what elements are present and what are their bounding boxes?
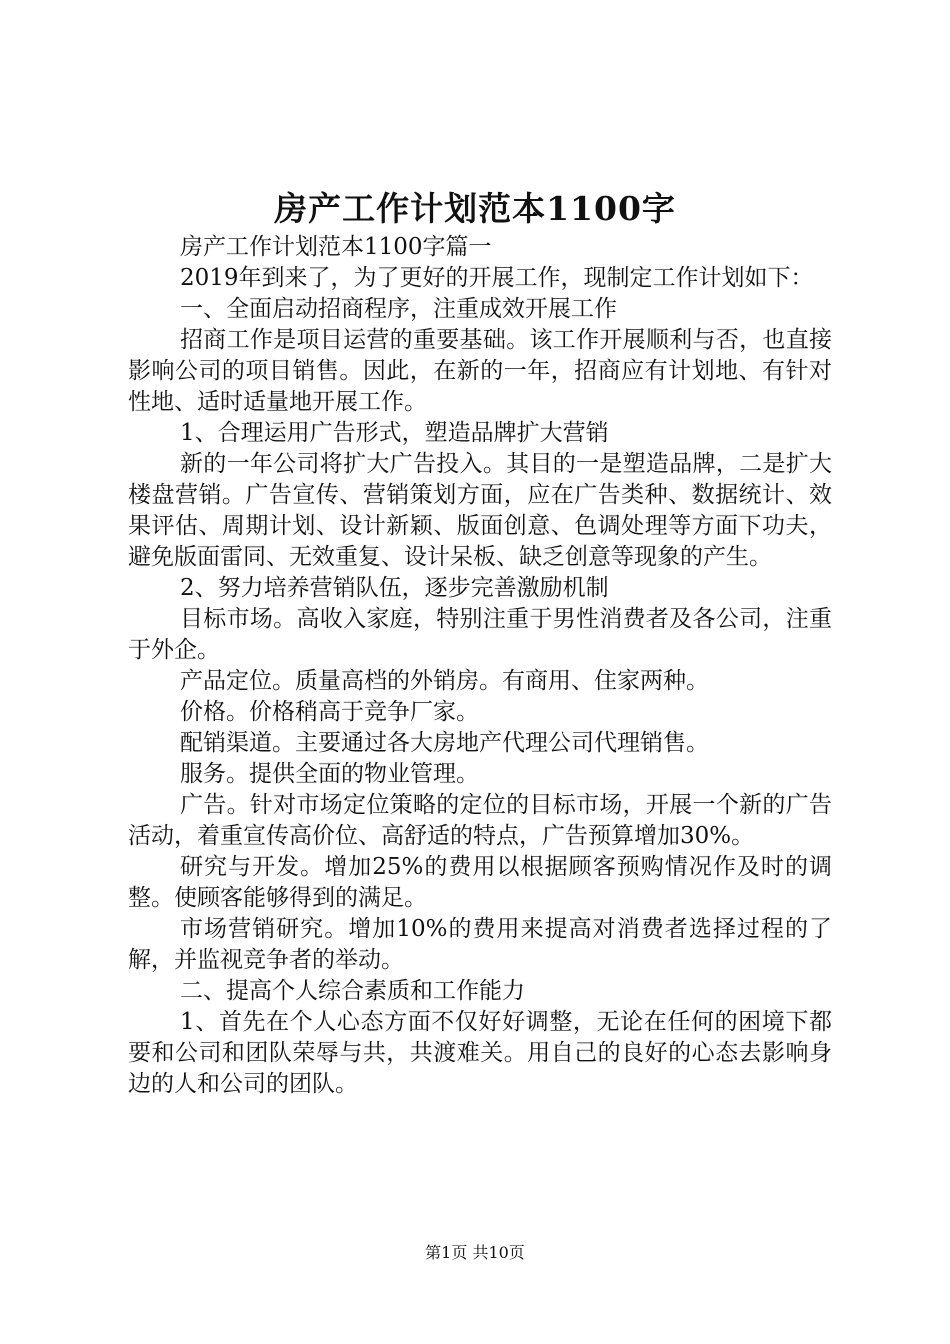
paragraph: 目标市场。高收入家庭，特别注重于男性消费者及各公司，注重于外企。: [128, 606, 832, 663]
paragraph: 2019年到来了，为了更好的开展工作，现制定工作计划如下：: [180, 265, 814, 291]
subsection-heading: 2、努力培养营销队伍，逐步完善激励机制: [180, 575, 609, 601]
paragraph: 产品定位。质量高档的外销房。有商用、住家两种。: [180, 668, 709, 694]
paragraph: 市场营销研究。增加10%的费用来提高对消费者选择过程的了解，并监视竞争者的举动。: [128, 916, 832, 973]
paragraph: 服务。提供全面的物业管理。: [180, 761, 479, 787]
paragraph: 价格。价格稍高于竞争厂家。: [180, 699, 479, 725]
paragraph: 招商工作是项目运营的重要基础。该工作开展顺利与否，也直接影响公司的项目销售。因此，在新的一年，招商应有计划地、有针对性地、适时适量地开展工作。: [128, 327, 832, 415]
page-number-footer: 第1页 共10页: [425, 1243, 525, 1262]
paragraph: 研究与开发。增加25%的费用以根据顾客预购情况作及时的调整。使顾客能够得到的满足。: [128, 854, 832, 911]
section-heading: 一、全面启动招商程序，注重成效开展工作: [180, 296, 617, 322]
document-body: [128, 232, 832, 1100]
paragraph: 配销渠道。主要通过各大房地产代理公司代理销售。: [180, 730, 709, 756]
section-heading: 二、提高个人综合素质和工作能力: [180, 978, 525, 1004]
subsection-heading: 1、合理运用广告形式，塑造品牌扩大营销: [180, 420, 609, 446]
paragraph: 新的一年公司将扩大广告投入。其目的一是塑造品牌，二是扩大楼盘营销。广告宣传、营销策划方面，应在广告类种、数据统计、效果评估、周期计划、设计新颖、版面创意、色调处理等方面下功夫，避免版面雷同、无效重复、设计呆板、缺乏创意等现象的产生。: [128, 451, 832, 570]
paragraph: 广告。针对市场定位策略的定位的目标市场，开展一个新的广告活动，着重宣传高价位、高舒适的特点，广告预算增加30%。: [128, 792, 832, 849]
document-title: 房产工作计划范本1100字: [274, 189, 676, 228]
paragraph-heading: 房产工作计划范本1100字篇一: [180, 234, 492, 260]
paragraph: 1、首先在个人心态方面不仅好好调整，无论在任何的困境下都要和公司和团队荣辱与共，共渡难关。用自己的良好的心态去影响身边的人和公司的团队。: [128, 1009, 832, 1097]
